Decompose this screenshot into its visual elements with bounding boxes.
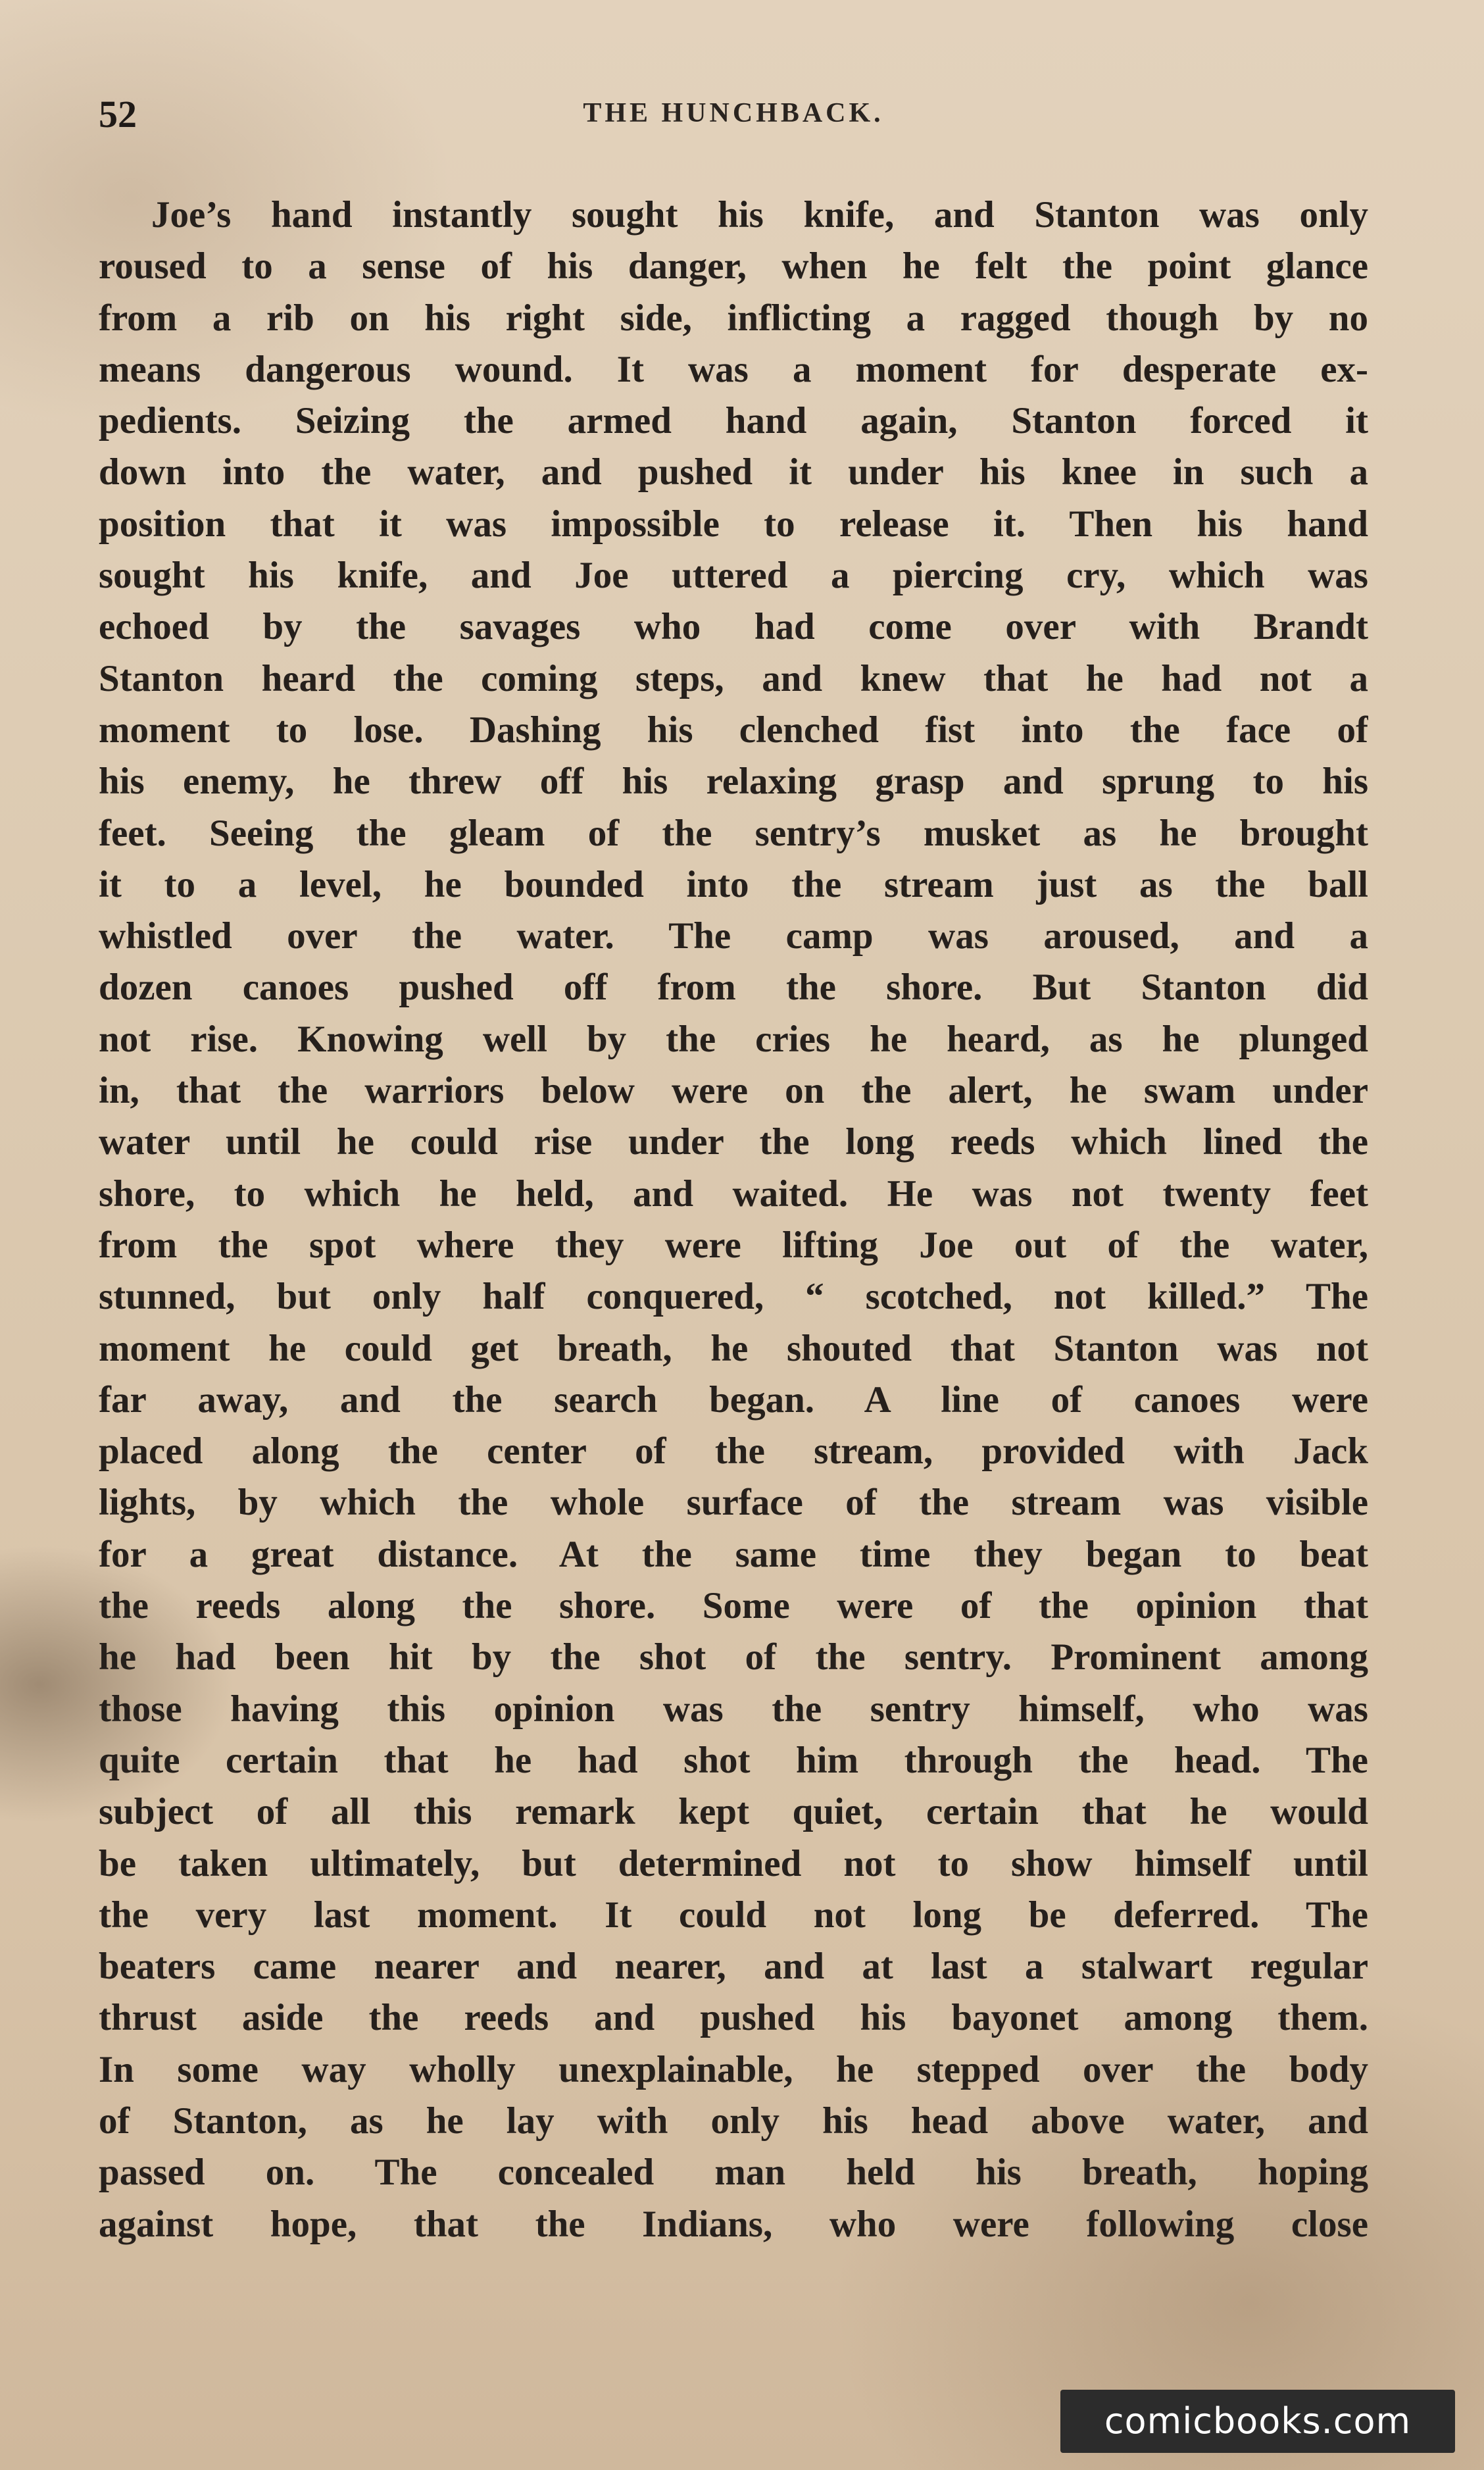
text-line: quite certain that he had shot him through the head. The (99, 1739, 1368, 1781)
text-line: it to a level, he bounded into the stream just as the ball (99, 863, 1368, 905)
text-line: roused to a sense of his danger, when he felt the point glance (99, 245, 1368, 288)
text-line: sought his knife, and Joe uttered a piercing cry, which was (99, 555, 1368, 597)
text-line: down into the water, and pushed it under his knee in such a (99, 451, 1368, 493)
text-line: In some way wholly unexplainable, he stepped over the body (99, 2048, 1368, 2090)
text-line: subject of all this remark kept quiet, certain that he would (99, 1791, 1368, 1833)
text-line: echoed by the savages who had come over with Brandt (99, 606, 1368, 648)
text-line: stunned, but only half conquered, “ scotched, not killed.” The (99, 1276, 1368, 1318)
text-line: placed along the center of the stream, provided with Jack (99, 1430, 1368, 1473)
text-line: passed on. The concealed man held his breath, hoping (99, 2152, 1368, 2194)
body-text (99, 189, 1368, 2250)
text-line: feet. Seeing the gleam of the sentry’s musket as he brought (99, 812, 1368, 854)
text-line: against hope, that the Indians, who were following close (99, 2203, 1368, 2245)
text-line: whistled over the water. The camp was aroused, and a (99, 915, 1368, 957)
text-line: his enemy, he threw off his relaxing grasp and sprung to his (99, 761, 1368, 803)
text-line: of Stanton, as he lay with only his head above water, and (99, 2100, 1368, 2142)
text-line: he had been hit by the shot of the sentry. Prominent among (99, 1636, 1368, 1678)
text-line: moment he could get breath, he shouted that Stanton was not (99, 1327, 1368, 1369)
text-line: in, that the warriors below were on the alert, he swam under (99, 1070, 1368, 1112)
site-watermark: comicbooks.com (1060, 2390, 1455, 2453)
text-line: thrust aside the reeds and pushed his bayonet among them. (99, 1997, 1368, 2039)
text-line: Joe’s hand instantly sought his knife, and Stanton was only (151, 194, 1368, 236)
page-header (99, 92, 1368, 145)
text-line: moment to lose. Dashing his clenched fist into the face of (99, 709, 1368, 751)
text-line: means dangerous wound. It was a moment for desperate ex- (99, 348, 1368, 390)
text-line: beaters came nearer and nearer, and at last a stalwart regular (99, 1946, 1368, 1988)
text-line: position that it was impossible to release it. Then his hand (99, 503, 1368, 545)
text-line: from the spot where they were lifting Joe out of the water, (99, 1224, 1368, 1266)
text-line: lights, by which the whole surface of the stream was visible (99, 1482, 1368, 1524)
text-line: those having this opinion was the sentry himself, who was (99, 1688, 1368, 1730)
text-line: not rise. Knowing well by the cries he heard, as he plunged (99, 1018, 1368, 1060)
text-line: shore, to which he held, and waited. He was not twenty feet (99, 1172, 1368, 1215)
text-line: for a great distance. At the same time they began to beat (99, 1533, 1368, 1575)
text-line: the very last moment. It could not long be deferred. The (99, 1894, 1368, 1936)
text-line: be taken ultimately, but determined not to show himself until (99, 1842, 1368, 1884)
text-line: dozen canoes pushed off from the shore. But Stanton did (99, 967, 1368, 1009)
text-line: from a rib on his right side, inflicting a ragged though by no (99, 297, 1368, 339)
text-line: the reeds along the shore. Some were of the opinion that (99, 1585, 1368, 1627)
text-line: far away, and the search began. A line of canoes were (99, 1378, 1368, 1421)
page-number: 52 (99, 93, 137, 136)
text-line: pedients. Seizing the armed hand again, Stanton forced it (99, 400, 1368, 442)
text-line: Stanton heard the coming steps, and knew that he had not a (99, 657, 1368, 699)
text-line: water until he could rise under the long reeds which lined the (99, 1121, 1368, 1163)
running-head: THE HUNCHBACK. (583, 98, 884, 128)
